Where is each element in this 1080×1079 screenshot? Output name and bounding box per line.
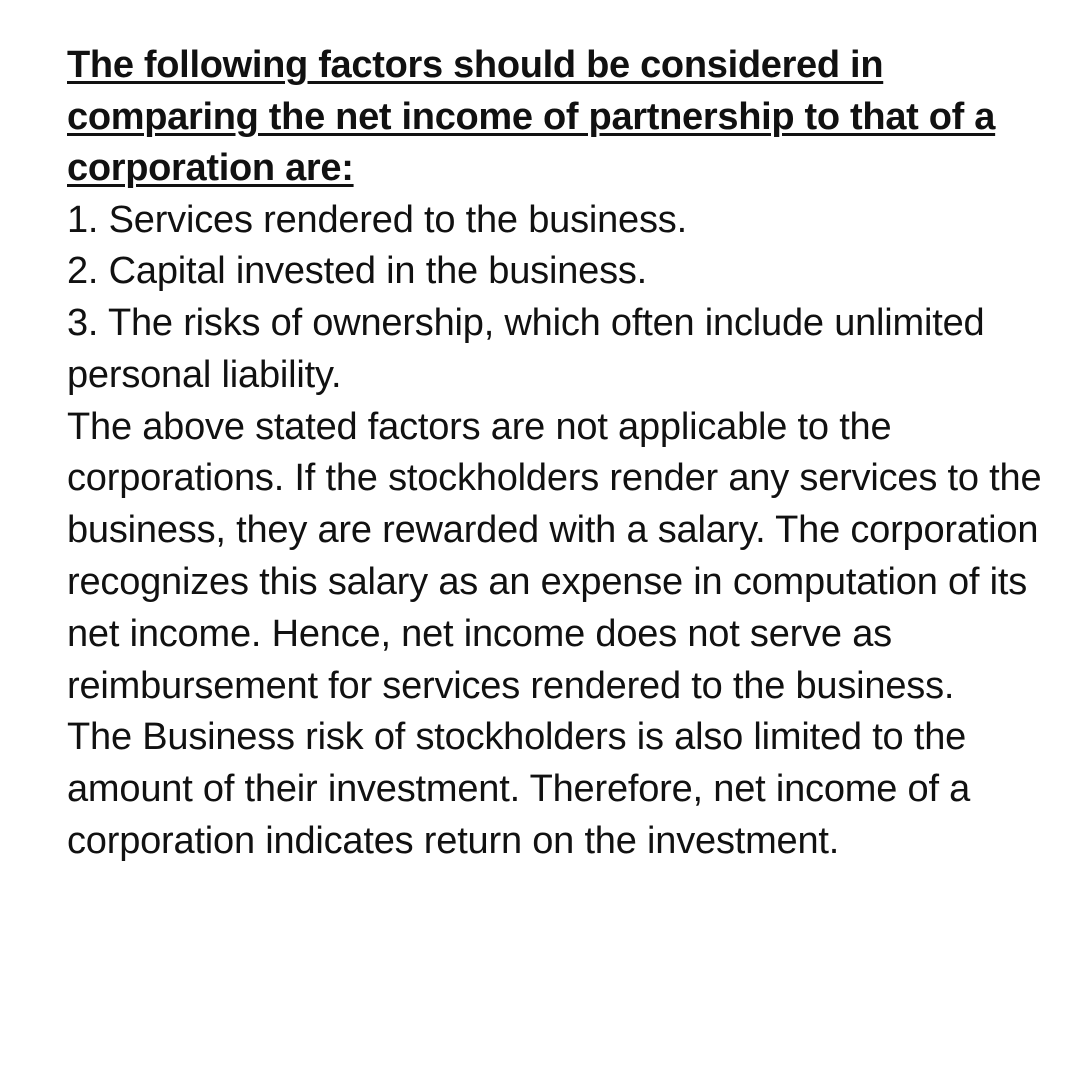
document-heading: The following factors should be considered in comparing the net income of partnership to that of a corporation are:: [67, 44, 996, 189]
factor-item-2: 2. Capital invested in the business.: [67, 250, 648, 293]
factors-list: [67, 195, 1067, 402]
paragraph-business-risk: The Business risk of stockholders is also limited to the amount of their investment. Therefore, net income of a corporation indicates return on the investment.: [67, 716, 971, 863]
factor-item-3: 3. The risks of ownership, which often include unlimited personal liability.: [67, 302, 985, 396]
factor-item-1: 1. Services rendered to the business.: [67, 198, 687, 241]
paragraph-corporations: The above stated factors are not applicable to the corporations. If the stockholders render any services to the business, they are rewarded with a salary. The corporation recognizes this salary as an expense in computation of its net income. Hence, net income does not serve as reimbursement for services rendered to the business.: [67, 405, 1042, 707]
document-body: [67, 40, 1067, 868]
